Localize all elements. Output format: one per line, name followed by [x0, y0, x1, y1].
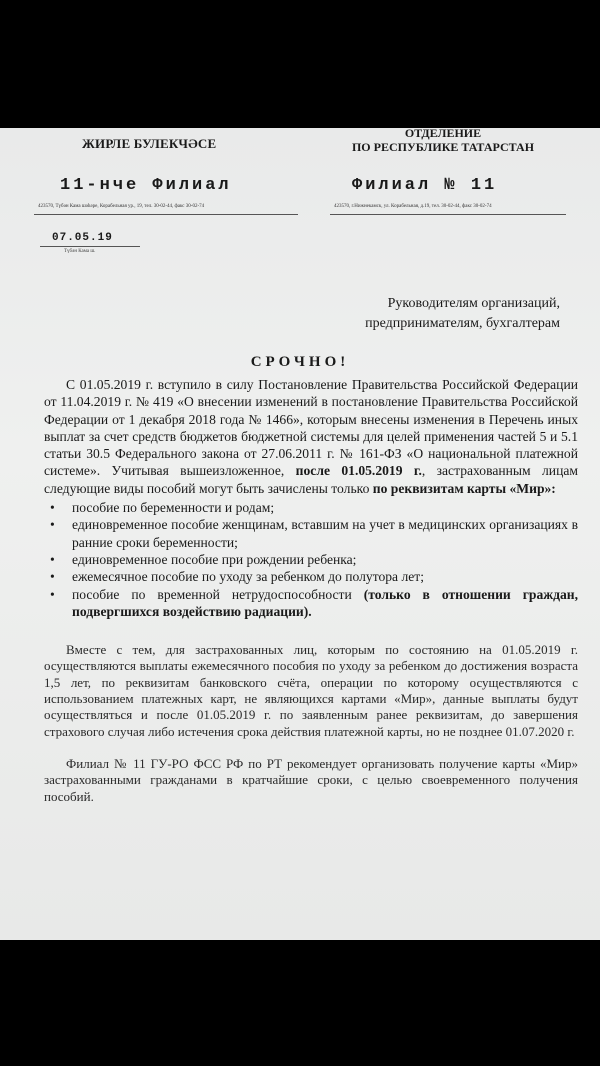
document-date: 07.05.19: [52, 232, 113, 244]
intro-text-1: С 01.05.2019 г. вступило в силу Постановление Правительства Российской Федерации от 11.04.2019 г. № 419 «О внесении изменений в постановление Правительства Российской Федерации от 1 декабря 2018 года № 1466», которым внесены изменения в Перечень иных выплат за счет средств бюджетов бюджетной системы для целей применения частей 5 и 5.1 статьи 30.5 Федерального закона от 27.06.2011 г. № 161-ФЗ «О национальной платежной системе». Учитывая вышеизложенное,: [44, 377, 578, 479]
bullet-icon: •: [50, 500, 55, 516]
left-branch-title: 11-нче Филиал: [60, 176, 232, 195]
list-item: [44, 499, 578, 516]
bullet-icon: •: [50, 586, 55, 602]
header-divider-right: [330, 214, 566, 215]
right-branch-title: Филиал № 11: [352, 176, 498, 195]
list-item-text: пособие по временной нетрудоспособности: [72, 586, 352, 602]
date-underline: [40, 246, 140, 247]
right-org-name: [338, 128, 548, 154]
intro-bold-card: по реквизитам карты «Мир»: [372, 480, 552, 496]
left-address: 423570, Түбән Кама шәһәре, Корабельная ур., 19, тел. 30-02-44, факс 30-02-74: [38, 204, 205, 209]
list-item-text: единовременное пособие женщинам, вставшим на учет в медицинских организациях в ранние сроки беременности;: [72, 517, 578, 550]
addressee-line2: предпринимателям, бухгалтерам: [365, 316, 560, 331]
list-item-text: единовременное пособие при рождении ребенка;: [72, 551, 357, 567]
benefits-list: [44, 499, 578, 620]
list-item-text: ежемесячное пособие по уходу за ребенком до полутора лет;: [72, 569, 425, 585]
right-address: 423570, г.Нижнекамск, ул. Корабельная, д.19, тел. 30-02-44, факс 30-02-74: [334, 204, 492, 209]
date-place: Түбән Кама ш.: [64, 249, 96, 254]
list-item: [44, 586, 578, 621]
list-item-bold-note: (только в отношении граждан, подвергшихся воздействию радиации).: [72, 586, 578, 619]
header-divider-left: [34, 214, 298, 215]
document-body: [44, 376, 578, 805]
left-org-name: ЖИРЛЕ БУЛЕКЧӘСЕ: [82, 136, 217, 151]
bullet-icon: •: [50, 569, 55, 585]
right-org-line2: ПО РЕСПУБЛИКЕ ТАТАРСТАН: [351, 140, 535, 154]
list-item: [44, 516, 578, 551]
addressee-block: [300, 294, 560, 334]
urgent-title: СРОЧНО!: [250, 354, 350, 370]
bullet-icon: •: [50, 517, 55, 533]
intro-bold-date: после 01.05.2019 г.: [295, 463, 422, 479]
intro-paragraph: [44, 376, 578, 497]
bullet-icon: •: [50, 551, 55, 567]
intro-text-2: , застрахованным лицам следующие виды пособий могут быть зачислены только: [44, 463, 578, 496]
second-paragraph: Вместе с тем, для застрахованных лиц, которым по состоянию на 01.05.2019 г. осуществляются выплаты ежемесячного пособия по уходу за ребенком до достижения возраста 1,5 лет, по реквизитам банковского счёта, операции по которому осуществляются с использованием платежных карт, не являющихся картами «Мир», данные выплаты будут осуществляться и после 01.05.2019 г. по заявленным ранее реквизитам, до завершения страхового случая либо истечения срока действия платежной карты, но не позднее 01.07.2020 г.: [44, 642, 578, 739]
right-org-line1: ОТДЕЛЕНИЕ: [404, 128, 482, 140]
addressee-line1: Руководителям организаций,: [387, 296, 560, 311]
list-item-text: пособие по беременности и родам;: [72, 500, 275, 516]
list-item: [44, 568, 578, 585]
list-item: [44, 551, 578, 568]
document-page: [0, 128, 600, 940]
intro-colon: :: [551, 480, 556, 496]
third-paragraph: Филиал № 11 ГУ-РО ФСС РФ по РТ рекомендует организовать получение карты «Мир» застрахованными гражданами в кратчайшие сроки, с целью своевременного получения пособий.: [44, 755, 578, 804]
